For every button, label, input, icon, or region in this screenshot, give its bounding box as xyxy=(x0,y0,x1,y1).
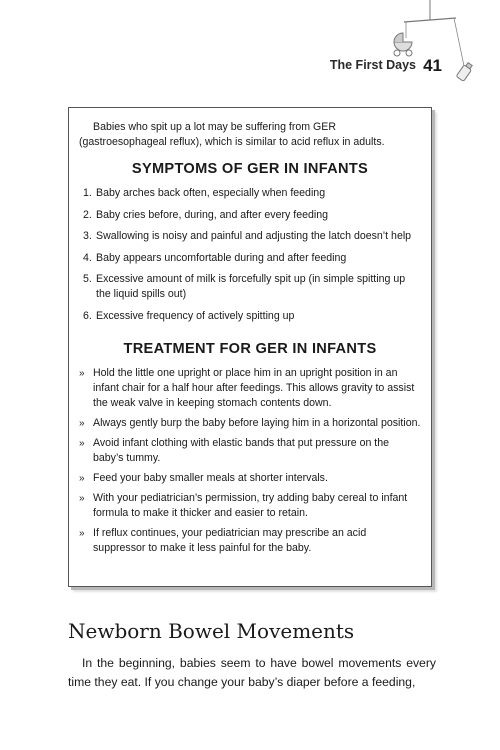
symptoms-heading: SYMPTOMS OF GER IN INFANTS xyxy=(131,161,369,177)
item-text: Hold the little one upright or place him in an upright position in an infant chair for a half hour after feedings. This allows gravity to assist the weak valve in keeping stomach contents down. xyxy=(93,366,415,409)
item-text: Always gently burp the baby before laying him in a horizontal position. xyxy=(93,416,421,429)
sidebar-intro: Babies who spit up a lot may be suffering from GER (gastroesophageal reflux), which is similar to acid reflux in adults. xyxy=(79,121,385,148)
list-item xyxy=(79,471,421,486)
bullet-glyph: » xyxy=(79,417,85,429)
page-number: 41 xyxy=(423,56,442,75)
item-number: 1. xyxy=(83,187,92,199)
ger-sidebar-box xyxy=(68,107,432,587)
running-head: The First Days xyxy=(329,58,416,72)
list-item xyxy=(79,526,421,556)
bullet-glyph: » xyxy=(79,472,85,484)
body-paragraph: In the beginning, babies seem to have bowel movements every time they eat. If you change your baby’s diaper before a feeding, xyxy=(68,656,436,689)
list-item xyxy=(79,251,421,266)
item-text: Feed your baby smaller meals at shorter intervals. xyxy=(93,471,328,484)
baby-mobile-icon xyxy=(376,0,476,90)
item-number: 5. xyxy=(83,273,92,285)
item-text: Excessive amount of milk is forcefully spit up (in simple spitting up the liquid spills out) xyxy=(96,273,406,300)
item-number: 3. xyxy=(83,230,92,242)
list-item xyxy=(79,416,421,431)
bullet-glyph: » xyxy=(79,527,85,539)
section-title: Newborn Bowel Movements xyxy=(68,619,355,643)
list-item xyxy=(79,491,421,521)
item-number: 2. xyxy=(83,208,92,221)
item-text: Baby appears uncomfortable during and after feeding xyxy=(96,251,347,264)
bullet-glyph: » xyxy=(79,367,85,379)
bullet-glyph: » xyxy=(79,492,85,504)
item-number: 4. xyxy=(83,251,92,264)
bullet-glyph: » xyxy=(79,437,85,449)
item-text: Baby cries before, during, and after every feeding xyxy=(96,208,329,221)
treatment-list xyxy=(79,366,421,556)
treatment-heading: TREATMENT FOR GER IN INFANTS xyxy=(123,340,377,357)
list-item xyxy=(79,309,421,324)
item-text: Swallowing is noisy and painful and adjusting the latch doesn’t help xyxy=(96,230,412,242)
list-item xyxy=(79,229,421,244)
list-item xyxy=(79,208,421,223)
list-item xyxy=(79,272,421,302)
item-text: With your pediatrician’s permission, try adding baby cereal to infant formula to make it thicker and easier to retain. xyxy=(93,491,408,519)
item-text: Avoid infant clothing with elastic bands that put pressure on the baby’s tummy. xyxy=(93,436,390,464)
item-text: If reflux continues, your pediatrician may prescribe an acid suppressor to make it less painful for the baby. xyxy=(93,526,367,554)
list-item xyxy=(79,366,421,411)
symptoms-list xyxy=(79,186,421,324)
item-text: Baby arches back often, especially when feeding xyxy=(96,187,326,199)
item-text: Excessive frequency of actively spitting up xyxy=(96,309,295,322)
item-number: 6. xyxy=(83,309,92,322)
list-item xyxy=(79,186,421,201)
list-item xyxy=(79,436,421,466)
